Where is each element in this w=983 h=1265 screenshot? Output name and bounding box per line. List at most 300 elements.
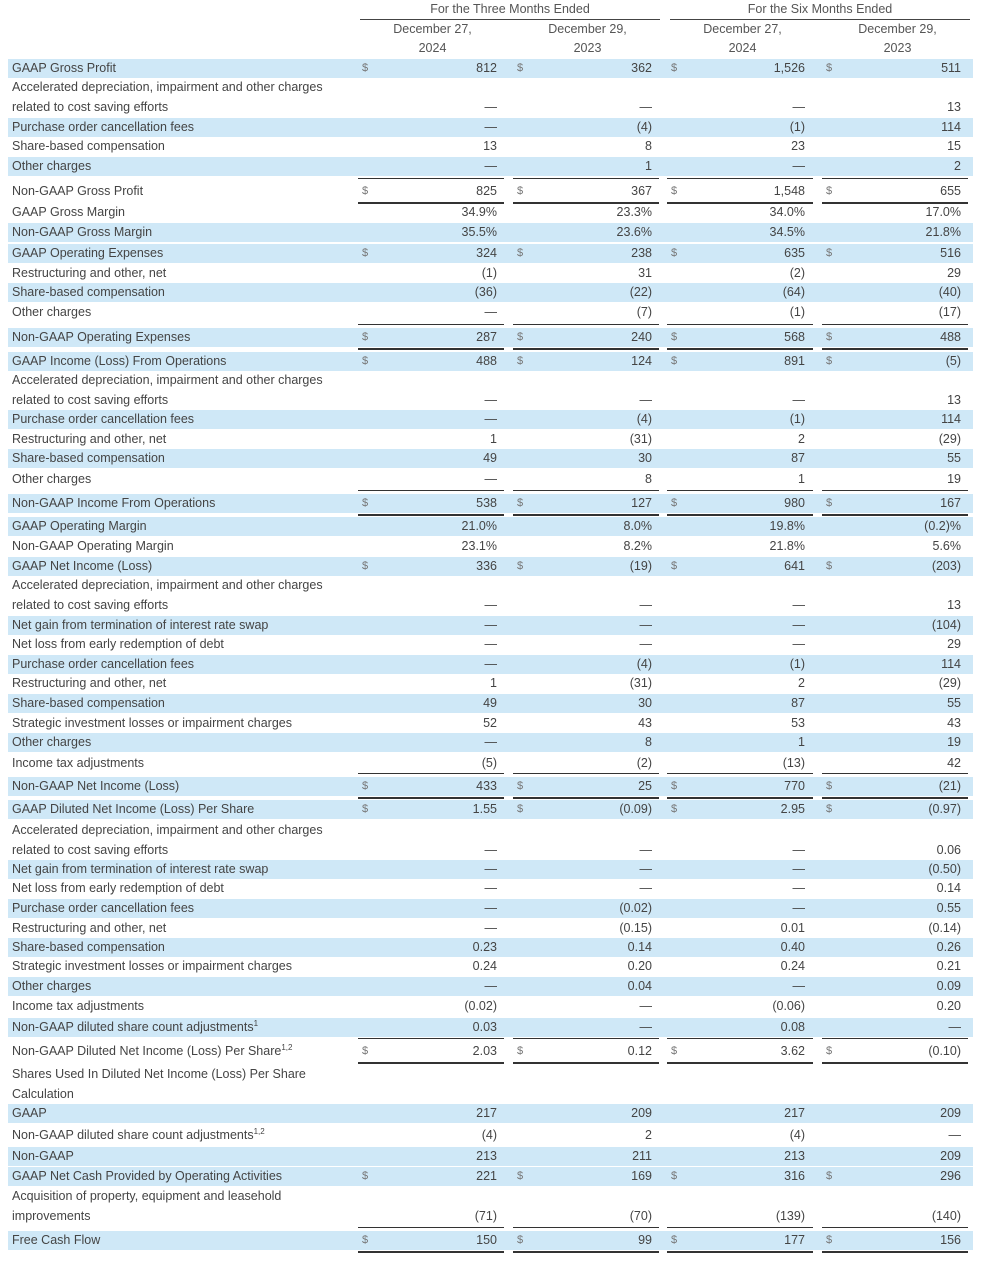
value-cell: 0.04 [627, 979, 652, 993]
row-label-line: GAAP Net Income (Loss) [12, 559, 153, 573]
row-label-line: Free Cash Flow [12, 1233, 101, 1247]
value-cell: — [484, 862, 497, 876]
footnote-marker: 1,2 [253, 1126, 265, 1136]
value-cell: 13 [947, 598, 961, 612]
currency-symbol: $ [671, 497, 678, 509]
value-cell: — [484, 472, 497, 486]
row-label-line: Strategic investment losses or impairment charges [12, 716, 292, 730]
value-cell: — [792, 100, 805, 114]
value-cell: (2) [636, 756, 652, 770]
total-rule [358, 348, 504, 350]
table-row [8, 1042, 973, 1061]
row-label-line: Restructuring and other, net [12, 921, 167, 935]
row-label [12, 136, 165, 156]
row-label-line: Restructuring and other, net [12, 432, 167, 446]
row-label [12, 117, 194, 137]
value-cell: — [639, 393, 652, 407]
total-rule [667, 514, 813, 516]
row-label [12, 448, 165, 468]
currency-symbol: $ [826, 247, 833, 259]
row-label-line: Non-GAAP Diluted Net Income (Loss) Per Share$^{1,2}$ [12, 1042, 293, 1058]
row-label [12, 878, 224, 898]
row-label-line: related to cost saving efforts [12, 598, 169, 612]
row-label-line: Share-based compensation [12, 139, 165, 153]
currency-symbol: $ [517, 1234, 524, 1246]
row-label [12, 1064, 306, 1104]
table-row [8, 223, 973, 242]
value-cell: (29) [938, 432, 961, 446]
row-label-line: improvements [12, 1209, 91, 1223]
row-label [12, 327, 190, 347]
row-label [12, 516, 147, 536]
value-cell: 42 [947, 756, 961, 770]
value-cell: 8 [645, 735, 652, 749]
value-cell: — [639, 100, 652, 114]
subtotal-rule [822, 324, 968, 325]
row-label-line: Share-based compensation [12, 451, 165, 465]
value-cell: 1 [490, 676, 497, 690]
row-label-line: Net loss from early redemption of debt [12, 881, 224, 895]
row-label-line: Other charges [12, 472, 92, 486]
row-label-line: GAAP Gross Profit [12, 61, 116, 75]
total-rule [513, 1062, 659, 1064]
row-label [12, 575, 323, 615]
currency-symbol: $ [826, 780, 833, 792]
total-rule [513, 797, 659, 799]
row-label-line: GAAP [12, 1106, 47, 1120]
value-cell: — [484, 159, 497, 173]
value-cell: (21) [938, 779, 961, 793]
row-label [12, 859, 268, 879]
header-col-3-line2: 2024 [728, 41, 757, 55]
table-row [8, 1065, 973, 1104]
value-cell: 221 [476, 1169, 497, 1183]
table-row [8, 410, 973, 429]
value-cell: — [639, 881, 652, 895]
value-cell: 238 [631, 246, 652, 260]
currency-symbol: $ [826, 1234, 833, 1246]
value-cell: (4) [636, 120, 652, 134]
currency-symbol: $ [671, 1045, 678, 1057]
value-cell: 217 [476, 1106, 497, 1120]
row-label-line: Other charges [12, 979, 92, 993]
value-cell: 17.0% [925, 205, 961, 219]
value-cell: (1) [789, 412, 805, 426]
row-label [12, 753, 144, 773]
header-group-six-months: For the Six Months Ended [747, 2, 893, 16]
row-label-line: Income tax adjustments [12, 999, 145, 1013]
value-cell: 568 [784, 330, 805, 344]
value-cell: 34.5% [769, 225, 805, 239]
value-cell: (5) [481, 756, 497, 770]
currency-symbol: $ [517, 780, 524, 792]
value-cell: 30 [638, 451, 652, 465]
currency-symbol: $ [671, 185, 678, 197]
value-cell: (0.15) [619, 921, 652, 935]
subtotal-rule [358, 324, 504, 325]
value-cell: — [792, 618, 805, 632]
value-cell: (0.06) [772, 999, 805, 1013]
value-cell: (4) [636, 657, 652, 671]
value-cell: 23.3% [616, 205, 652, 219]
value-cell: (0.09) [619, 802, 652, 816]
value-cell: — [792, 901, 805, 915]
currency-symbol: $ [362, 780, 369, 792]
value-cell: 324 [476, 246, 497, 260]
value-cell: 8 [645, 472, 652, 486]
value-cell: 8.0% [623, 519, 652, 533]
value-cell: (1) [789, 657, 805, 671]
currency-symbol: $ [671, 780, 678, 792]
row-label [12, 732, 91, 752]
value-cell: 362 [631, 61, 652, 75]
value-cell: — [484, 618, 497, 632]
currency-symbol: $ [826, 185, 833, 197]
table-row [8, 977, 973, 996]
value-cell: 1,526 [773, 61, 805, 75]
row-label [12, 302, 91, 322]
row-label-line: GAAP Income (Loss) From Operations [12, 354, 227, 368]
table-row [8, 899, 973, 918]
value-cell: 87 [791, 696, 805, 710]
currency-symbol: $ [671, 62, 678, 74]
value-cell: — [639, 1020, 652, 1034]
row-label [12, 713, 292, 733]
total-rule [822, 514, 968, 516]
value-cell: 2 [798, 676, 805, 690]
value-cell: 516 [940, 246, 961, 260]
value-cell: — [792, 637, 805, 651]
row-label-line: related to cost saving efforts [12, 100, 169, 114]
subtotal-rule [667, 1038, 813, 1039]
value-cell: (0.14) [928, 921, 961, 935]
value-cell: — [639, 862, 652, 876]
value-cell: 1,548 [773, 184, 805, 198]
value-cell: 150 [476, 1233, 497, 1247]
value-cell: 1 [490, 432, 497, 446]
row-label [12, 1041, 292, 1061]
table-row [8, 449, 973, 468]
value-cell: 29 [947, 266, 961, 280]
row-label [12, 1146, 74, 1166]
row-label-line: Other charges [12, 305, 92, 319]
value-cell: — [484, 921, 497, 935]
subtotal-rule [667, 324, 813, 325]
value-cell: 167 [940, 496, 961, 510]
currency-symbol: $ [362, 1234, 369, 1246]
value-cell: 770 [784, 779, 805, 793]
row-label-line: Accelerated depreciation, impairment and other charges [12, 80, 323, 94]
value-cell: (29) [938, 676, 961, 690]
currency-symbol: $ [517, 355, 524, 367]
value-cell: (5) [945, 354, 961, 368]
currency-symbol: $ [517, 803, 524, 815]
value-cell: 655 [940, 184, 961, 198]
total-rule [822, 1251, 968, 1253]
value-cell: (1) [789, 305, 805, 319]
row-label [12, 1017, 258, 1037]
value-cell: — [792, 979, 805, 993]
table-row [8, 203, 973, 222]
value-cell: — [948, 1128, 961, 1142]
row-label [12, 351, 226, 371]
value-cell: 5.6% [932, 539, 961, 553]
table-row [8, 919, 973, 938]
row-label-line: Income tax adjustments [12, 756, 145, 770]
header-col-4-line2: 2023 [883, 41, 912, 55]
table-row [8, 283, 973, 302]
currency-symbol: $ [826, 497, 833, 509]
row-label-line: Purchase order cancellation fees [12, 657, 195, 671]
value-cell: 1.55 [472, 802, 497, 816]
currency-symbol: $ [517, 331, 524, 343]
currency-symbol: $ [517, 62, 524, 74]
value-cell: (4) [481, 1128, 497, 1142]
value-cell: — [484, 843, 497, 857]
row-label [12, 1186, 281, 1226]
header-col-3-line1: December 27, [703, 22, 782, 36]
currency-symbol: $ [671, 1170, 678, 1182]
table-row [8, 78, 973, 117]
total-rule [822, 348, 968, 350]
value-cell: 21.8% [925, 225, 961, 239]
table-row [8, 754, 973, 773]
currency-symbol: $ [362, 247, 369, 259]
value-cell: 511 [941, 61, 961, 75]
value-cell: 43 [638, 716, 652, 730]
total-rule [822, 1062, 968, 1064]
currency-symbol: $ [826, 803, 833, 815]
value-cell: 209 [940, 1149, 961, 1163]
value-cell: (203) [931, 559, 961, 573]
value-cell: (7) [636, 305, 652, 319]
row-label-line: Non-GAAP Operating Margin [12, 539, 174, 553]
header-col-2-line2: 2023 [573, 41, 602, 55]
value-cell: 114 [941, 120, 961, 134]
value-cell: (104) [931, 618, 961, 632]
value-cell: 1 [798, 735, 805, 749]
value-cell: 1 [798, 472, 805, 486]
subtotal-rule [358, 1038, 504, 1039]
subtotal-rule [358, 773, 504, 774]
value-cell: 296 [940, 1169, 961, 1183]
value-cell: 114 [941, 412, 961, 426]
row-label-line: GAAP Operating Margin [12, 519, 147, 533]
row-label [12, 615, 268, 635]
value-cell: 0.09 [936, 979, 961, 993]
subtotal-rule [513, 324, 659, 325]
header-col-1-line1: December 27, [393, 22, 472, 36]
row-label [12, 469, 91, 489]
header-col-1 [360, 20, 505, 58]
table-row [8, 616, 973, 635]
value-cell: 209 [631, 1106, 652, 1120]
value-cell: 53 [791, 716, 805, 730]
table-row [8, 1104, 973, 1123]
subtotal-rule [822, 1227, 968, 1228]
total-rule [667, 1062, 813, 1064]
row-label-line: Share-based compensation [12, 940, 165, 954]
value-cell: 287 [476, 330, 497, 344]
row-label-line: GAAP Net Cash Provided by Operating Activities [12, 1169, 283, 1183]
row-label-line: Non-GAAP Gross Profit [12, 184, 144, 198]
table-row [8, 557, 973, 576]
value-cell: 891 [784, 354, 805, 368]
value-cell: 0.24 [780, 959, 805, 973]
subtotal-rule [667, 773, 813, 774]
table-row [8, 430, 973, 449]
currency-symbol: $ [362, 185, 369, 197]
row-label [12, 77, 323, 117]
value-cell: (0.10) [928, 1044, 961, 1058]
value-cell: (1) [481, 266, 497, 280]
subtotal-rule [513, 490, 659, 491]
value-cell: 13 [947, 393, 961, 407]
value-cell: 34.9% [461, 205, 497, 219]
row-label-line: Non-GAAP diluted share count adjustments$^1$ [12, 1018, 259, 1034]
value-cell: 209 [940, 1106, 961, 1120]
currency-symbol: $ [517, 1045, 524, 1057]
header-col-3 [670, 20, 815, 58]
row-label [12, 181, 143, 201]
table-row [8, 655, 973, 674]
currency-symbol: $ [671, 331, 678, 343]
table-row [8, 879, 973, 898]
row-label-line: Acquisition of property, equipment and leasehold [12, 1189, 282, 1203]
value-cell: 336 [476, 559, 497, 573]
value-cell: 21.0% [461, 519, 497, 533]
table-row [8, 1147, 973, 1166]
row-label-line: Strategic investment losses or impairment charges [12, 959, 292, 973]
value-cell: (4) [789, 1128, 805, 1142]
row-label [12, 799, 254, 819]
value-cell: (13) [782, 756, 805, 770]
value-cell: 87 [791, 451, 805, 465]
row-label [12, 156, 91, 176]
value-cell: 55 [947, 696, 961, 710]
value-cell: 31 [638, 266, 652, 280]
row-label [12, 1166, 282, 1186]
currency-symbol: $ [517, 497, 524, 509]
row-label-line: GAAP Operating Expenses [12, 246, 164, 260]
value-cell: — [792, 862, 805, 876]
currency-symbol: $ [517, 1170, 524, 1182]
row-label [12, 820, 323, 860]
total-rule [358, 514, 504, 516]
value-cell: 169 [631, 1169, 652, 1183]
value-cell: (0.97) [928, 802, 961, 816]
subtotal-rule [513, 1227, 659, 1228]
value-cell: 0.20 [627, 959, 652, 973]
value-cell: 23.6% [616, 225, 652, 239]
value-cell: 23 [791, 139, 805, 153]
row-label [12, 937, 165, 957]
currency-symbol: $ [671, 247, 678, 259]
currency-symbol: $ [671, 355, 678, 367]
table-row [8, 1187, 973, 1226]
row-label-line: Accelerated depreciation, impairment and other charges [12, 373, 323, 387]
value-cell: 0.03 [472, 1020, 497, 1034]
value-cell: 0.12 [627, 1044, 652, 1058]
table-row [8, 777, 973, 796]
value-cell: 0.20 [936, 999, 961, 1013]
row-label-line: Other charges [12, 159, 92, 173]
row-label [12, 976, 91, 996]
value-cell: — [792, 598, 805, 612]
row-label-line: Restructuring and other, net [12, 266, 167, 280]
row-label-line: Other charges [12, 735, 92, 749]
currency-symbol: $ [671, 803, 678, 815]
value-cell: — [639, 637, 652, 651]
value-cell: — [484, 100, 497, 114]
value-cell: — [639, 999, 652, 1013]
total-rule [513, 514, 659, 516]
currency-symbol: $ [362, 497, 369, 509]
total-rule [358, 1062, 504, 1064]
subtotal-rule [822, 1038, 968, 1039]
value-cell: 15 [947, 139, 961, 153]
header-col-4-line1: December 29, [858, 22, 937, 36]
header-col-4 [825, 20, 970, 58]
value-cell: 19.8% [769, 519, 805, 533]
value-cell: 213 [476, 1149, 497, 1163]
total-rule [358, 797, 504, 799]
value-cell: (140) [931, 1209, 961, 1223]
table-row [8, 264, 973, 283]
value-cell: 49 [483, 696, 497, 710]
value-cell: 0.01 [780, 921, 805, 935]
value-cell: 2 [954, 159, 961, 173]
value-cell: 641 [784, 559, 805, 573]
table-row [8, 244, 973, 263]
value-cell: (139) [775, 1209, 805, 1223]
value-cell: — [792, 881, 805, 895]
subtotal-rule [822, 773, 968, 774]
value-cell: — [484, 979, 497, 993]
row-label-line: Non-GAAP Gross Margin [12, 225, 153, 239]
value-cell: — [948, 1020, 961, 1034]
row-label [12, 673, 166, 693]
row-label-line: Accelerated depreciation, impairment and other charges [12, 823, 323, 837]
currency-symbol: $ [362, 62, 369, 74]
row-label-line: GAAP Diluted Net Income (Loss) Per Share [12, 802, 255, 816]
currency-symbol: $ [671, 560, 678, 572]
value-cell: (0.02) [464, 999, 497, 1013]
header-col-1-line2: 2024 [418, 41, 447, 55]
row-label-line: Net gain from termination of interest rate swap [12, 618, 269, 632]
row-label-line: Purchase order cancellation fees [12, 901, 195, 915]
row-label [12, 996, 144, 1016]
value-cell: (2) [789, 266, 805, 280]
value-cell: (1) [789, 120, 805, 134]
row-label-line: Non-GAAP Operating Expenses [12, 330, 191, 344]
value-cell: (36) [474, 285, 497, 299]
value-cell: 0.55 [936, 901, 961, 915]
value-cell: — [484, 657, 497, 671]
value-cell: 35.5% [461, 225, 497, 239]
table-row [8, 328, 973, 347]
value-cell: — [484, 120, 497, 134]
value-cell: 13 [947, 100, 961, 114]
subtotal-rule [667, 178, 813, 179]
subtotal-rule [513, 178, 659, 179]
header-col-2 [515, 20, 660, 58]
row-label-line: related to cost saving efforts [12, 393, 169, 407]
value-cell: 2.03 [472, 1044, 497, 1058]
value-cell: 2 [798, 432, 805, 446]
value-cell: — [792, 843, 805, 857]
value-cell: 8 [645, 139, 652, 153]
